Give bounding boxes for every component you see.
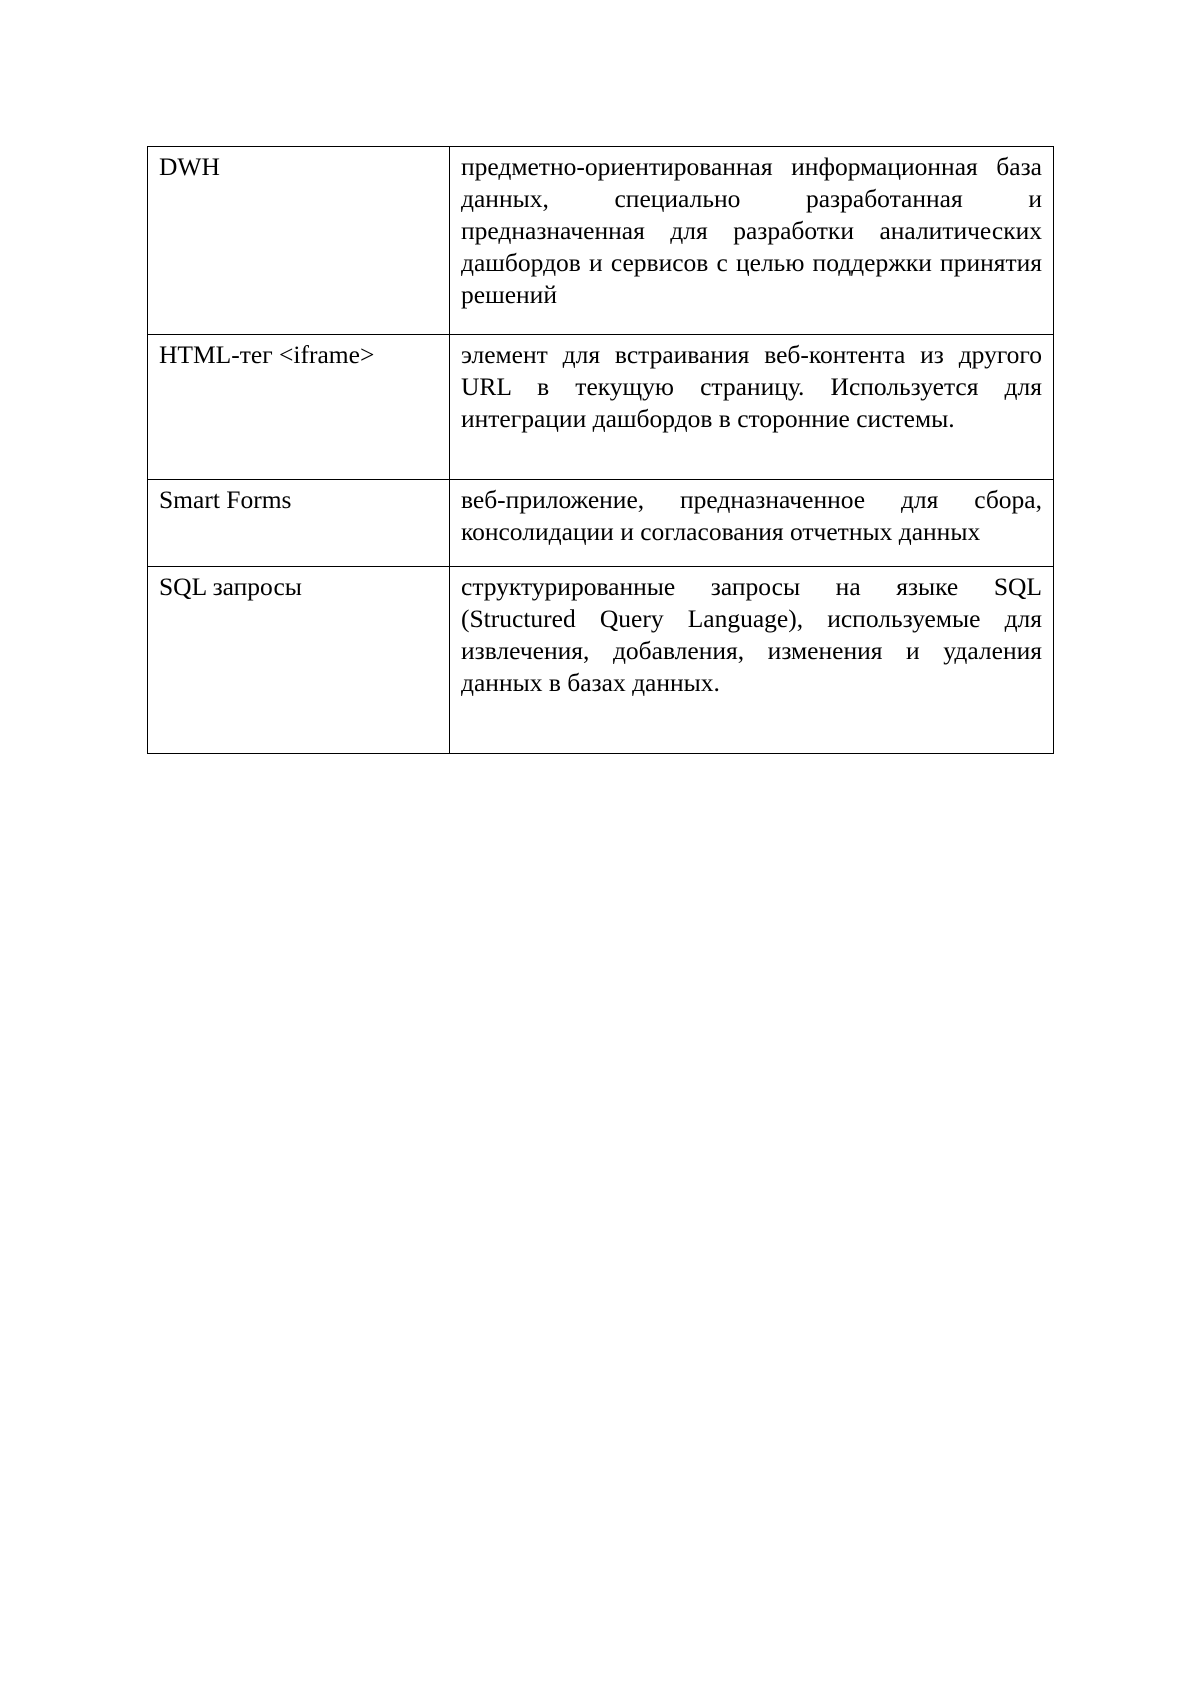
table-row [148,335,1054,480]
definition-cell: элемент для встраивания веб-контента из другого URL в текущую страницу. Используется для интеграции дашбордов в сторонние системы. [450,335,1054,480]
table-row [148,480,1054,567]
table-row [148,147,1054,335]
term-cell: SQL запросы [148,567,450,754]
term-cell: HTML-тег <iframe> [148,335,450,480]
glossary-table [147,146,1054,754]
definition-cell: предметно-ориентированная информационная база данных, специально разработанная и предназначенная для разработки аналитических дашбордов и сервисов с целью поддержки принятия решений [450,147,1054,335]
definition-cell: веб-приложение, предназначенное для сбора, консолидации и согласования отчетных данных [450,480,1054,567]
term-cell: Smart Forms [148,480,450,567]
table-row [148,567,1054,754]
term-cell: DWH [148,147,450,335]
definition-cell: структурированные запросы на языке SQL (Structured Query Language), используемые для извлечения, добавления, изменения и удаления данных в базах данных. [450,567,1054,754]
